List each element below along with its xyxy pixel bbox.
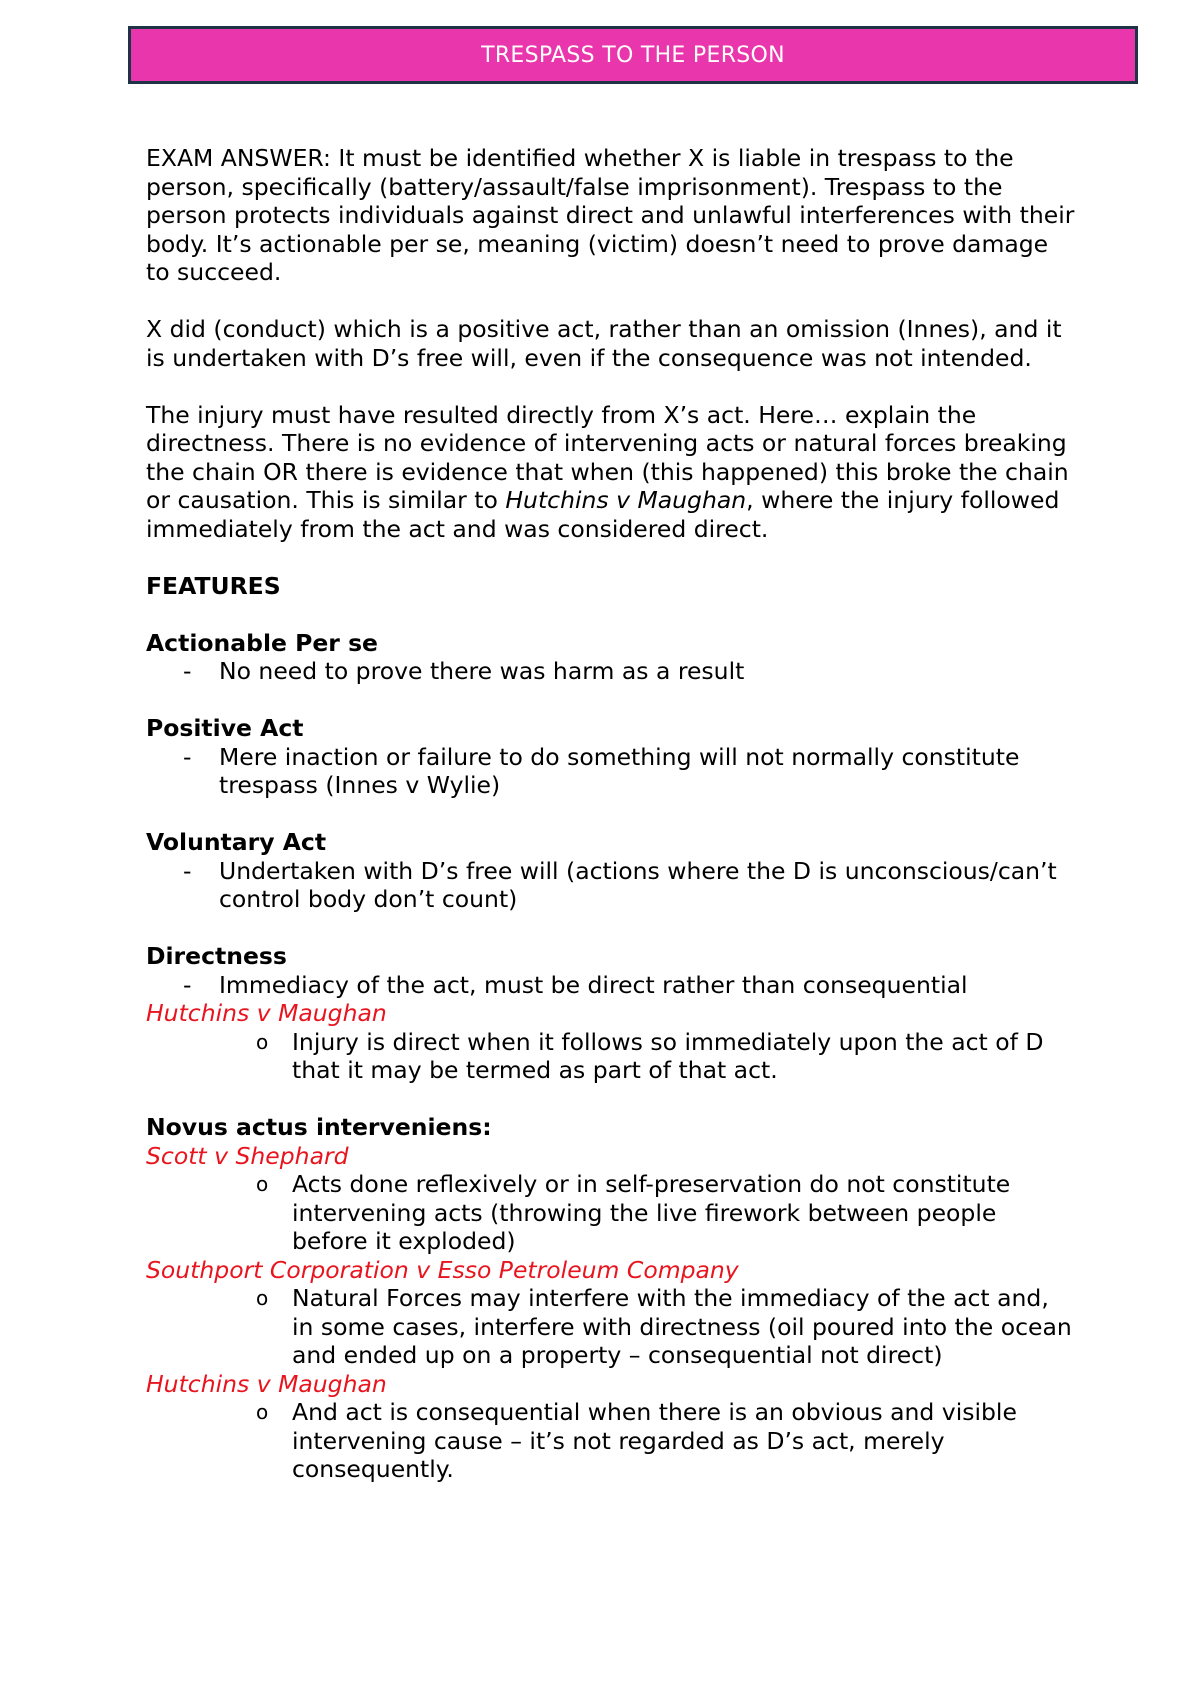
positive-act-paragraph: X did (conduct) which is a positive act, rather than an omission (Innes), and it is undertaken with D’s free will, even if the consequence was not intended. <box>146 315 1062 372</box>
scott-sub-bullet: Acts done reflexively or in self-preservation do not constitute intervening acts (throwing the live firework between people before it exploded) <box>292 1170 1011 1255</box>
positive-act-heading: Positive Act <box>146 714 304 742</box>
directness-paragraph-tail: , where the injury followed immediately from the act and was considered direct. <box>146 486 1060 543</box>
dash-bullet-icon: - <box>183 742 192 771</box>
voluntary-act-bullet: Undertaken with D’s free will (actions where the D is unconscious/can’t control body don’t count) <box>219 856 1057 913</box>
directness-heading: Directness <box>146 942 287 970</box>
list-item <box>146 971 1076 1000</box>
list-item <box>146 657 1076 686</box>
case-name-scott: Scott v Shephard <box>146 1141 349 1170</box>
title-banner <box>128 26 1138 84</box>
novus-actus-heading: Novus actus interveniens: <box>146 1113 492 1141</box>
case-name-hutchins-2: Hutchins v Maughan <box>146 1369 387 1398</box>
page-title: TRESPASS TO THE PERSON <box>481 42 785 68</box>
case-name-hutchins: Hutchins v Maughan <box>146 999 387 1027</box>
list-item <box>146 743 1076 800</box>
circle-bullet-icon: o <box>256 1172 269 1196</box>
document-body <box>146 144 1076 1484</box>
directness-sub-bullet: Injury is direct when it follows so immediately upon the act of D that it may be termed as part of that act. <box>292 1027 1044 1084</box>
circle-bullet-icon: o <box>256 1400 269 1424</box>
actionable-bullet: No need to prove there was harm as a result <box>219 657 745 685</box>
directness-paragraph-text: The injury must have resulted directly from X’s act. Here… explain the directness. There is no evidence of intervening acts or natural forces breaking the chain OR there is evidence that when (this happened) this broke the chain or causation. This is similar to <box>146 400 1069 514</box>
list-item <box>146 1028 1076 1085</box>
circle-bullet-icon: o <box>256 1286 269 1310</box>
directness-bullet: Immediacy of the act, must be direct rather than consequential <box>219 970 968 999</box>
hutchins-sub-bullet: And act is consequential when there is an obvious and visible intervening cause – it’s not regarded as D’s act, merely consequently. <box>292 1398 1017 1483</box>
dash-bullet-icon: - <box>183 657 192 685</box>
list-item <box>146 1284 1076 1370</box>
directness-paragraph-case: Hutchins v Maughan <box>505 486 747 514</box>
positive-act-bullet: Mere inaction or failure to do something will not normally constitute trespass (Innes v Wylie) <box>219 742 1020 799</box>
case-name-southport: Southport Corporation v Esso Petroleum Company <box>146 1255 739 1284</box>
circle-bullet-icon: o <box>256 1029 269 1054</box>
southport-sub-bullet: Natural Forces may interfere with the immediacy of the act and, in some cases, interfere with directness (oil poured into the ocean and ended up on a property – consequential not direct) <box>292 1284 1072 1369</box>
actionable-heading: Actionable Per se <box>146 628 378 657</box>
list-item <box>146 1398 1076 1484</box>
list-item <box>146 857 1076 914</box>
features-heading: FEATURES <box>146 571 281 600</box>
exam-answer-paragraph: EXAM ANSWER: It must be identified whether X is liable in trespass to the person, specifically (battery/assault/false imprisonment). Trespass to the person protects individuals against direct and unlawful interferences with their body. It’s actionable per se, meaning (victim) doesn’t need to prove damage to succeed. <box>146 144 1075 286</box>
list-item <box>146 1170 1076 1256</box>
dash-bullet-icon: - <box>183 970 192 999</box>
directness-paragraph <box>146 401 1076 544</box>
voluntary-act-heading: Voluntary Act <box>146 828 327 856</box>
dash-bullet-icon: - <box>183 856 192 885</box>
